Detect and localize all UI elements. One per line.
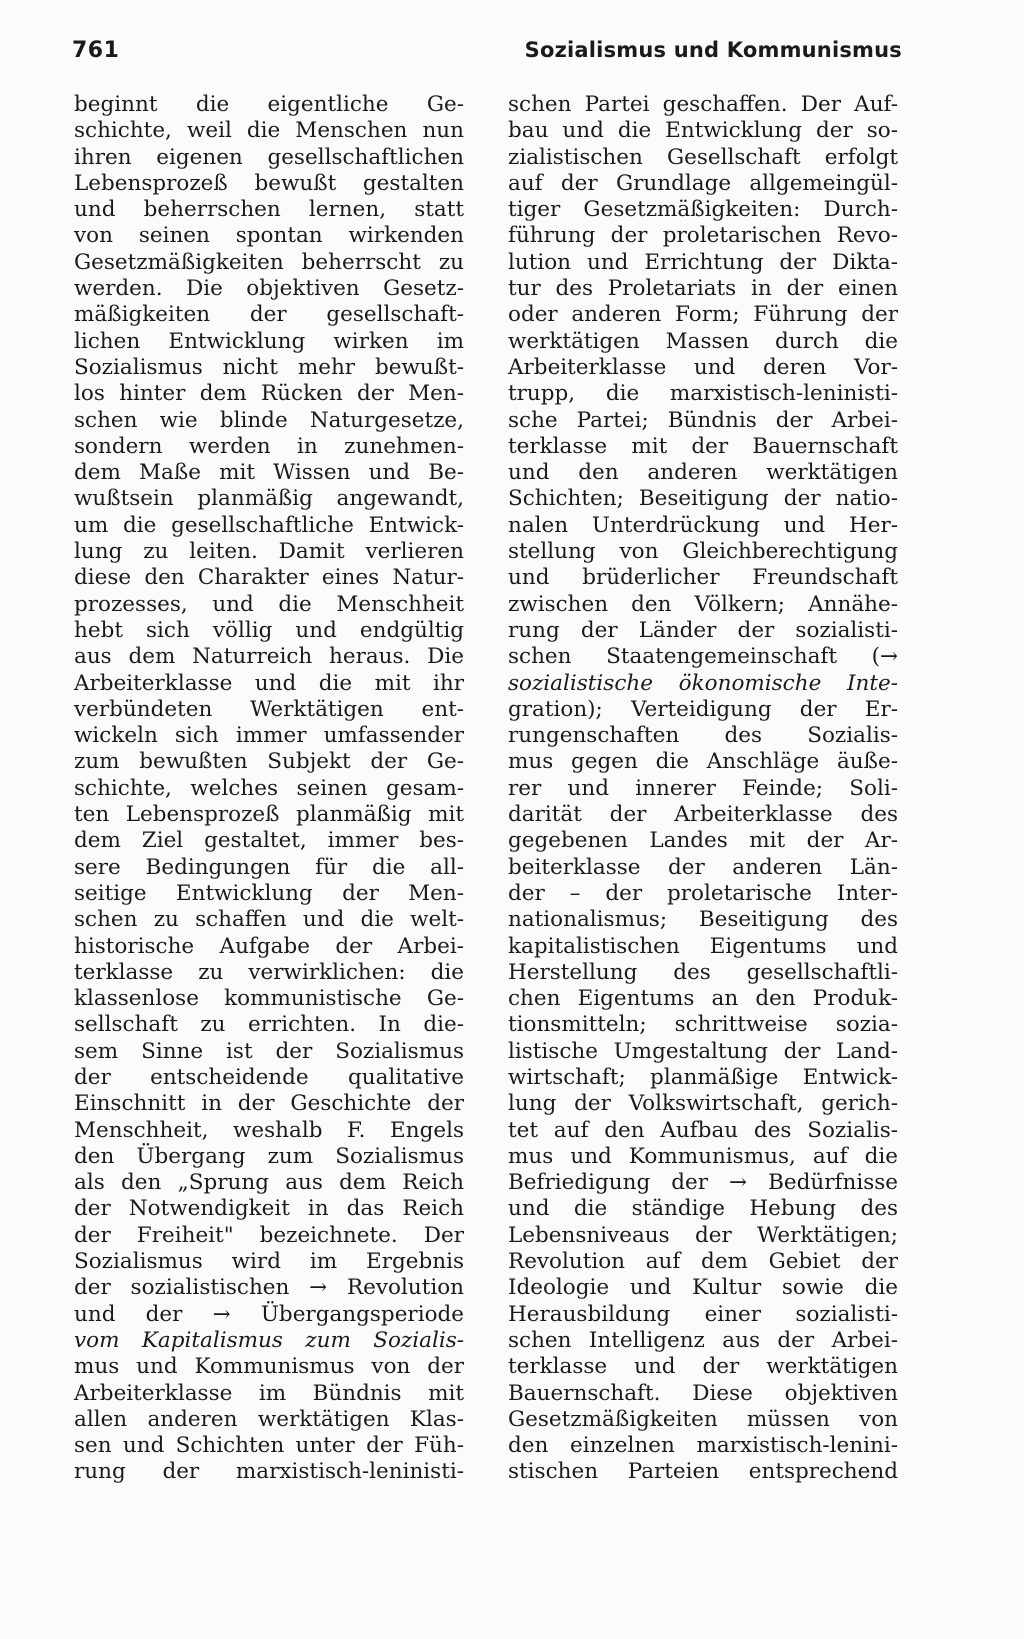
text-line: den Übergang zum Sozialismus: [74, 1143, 464, 1169]
text-line: der entscheidende qualitative: [74, 1064, 464, 1090]
text-line: gegebenen Landes mit der Ar-: [508, 828, 898, 854]
page-number: 761: [72, 38, 120, 63]
text-line: Arbeiterklasse und die mit ihr: [74, 670, 464, 696]
text-line: werden. Die objektiven Gesetz-: [74, 276, 464, 302]
text-line: mus und Kommunismus von der: [74, 1354, 464, 1380]
text-line: auf der Grundlage allgemeingül-: [508, 170, 898, 196]
text-line: den einzelnen marxistisch-lenini-: [508, 1433, 898, 1459]
text-line: lution und Errichtung der Dikta-: [508, 249, 898, 275]
text-line: trupp, die marxistisch-leninisti-: [508, 381, 898, 407]
text-line: wußtsein planmäßig angewandt,: [74, 486, 464, 512]
text-line: mäßigkeiten der gesellschaft-: [74, 302, 464, 328]
text-line: schen Partei geschaffen. Der Auf-: [508, 92, 898, 117]
text-line: Ideologie und Kultur sowie die: [508, 1275, 898, 1301]
text-line: hebt sich völlig und endgültig: [74, 617, 464, 643]
text-line: schen Intelligenz aus der Arbei-: [508, 1327, 898, 1353]
text-line: allen anderen werktätigen Klas-: [74, 1406, 464, 1432]
text-line: rer und innerer Feinde; Soli-: [508, 775, 898, 801]
text-line: los hinter dem Rücken der Men-: [74, 381, 464, 407]
text-line: wickeln sich immer umfassender: [74, 723, 464, 749]
text-line: Revolution auf dem Gebiet der: [508, 1249, 898, 1275]
text-line: sen und Schichten unter der Füh-: [74, 1433, 464, 1459]
text-line: kapitalistischen Eigentums und: [508, 933, 898, 959]
text-line: lichen Entwicklung wirken im: [74, 328, 464, 354]
text-line: terklasse mit der Bauernschaft: [508, 433, 898, 459]
text-line: um die gesellschaftliche Entwick-: [74, 512, 464, 538]
text-line: bau und die Entwicklung der so-: [508, 118, 898, 144]
text-line: sem Sinne ist der Sozialismus: [74, 1038, 464, 1064]
text-line: als den „Sprung aus dem Reich: [74, 1170, 464, 1196]
text-line: und der → Übergangsperiode: [74, 1301, 464, 1327]
text-line: der – der proletarische Inter-: [508, 880, 898, 906]
text-line: dem Maße mit Wissen und Be-: [74, 460, 464, 486]
text-line: sere Bedingungen für die all-: [74, 854, 464, 880]
text-line: nalen Unterdrückung und Her-: [508, 512, 898, 538]
text-line: klassenlose kommunistische Ge-: [74, 986, 464, 1012]
text-line: rungenschaften des Sozialis-: [508, 723, 898, 749]
text-line: seitige Entwicklung der Men-: [74, 880, 464, 906]
text-line: beiterklasse der anderen Län-: [508, 854, 898, 880]
text-line: und beherrschen lernen, statt: [74, 197, 464, 223]
text-line: terklasse zu verwirklichen: die: [74, 959, 464, 985]
text-line: nationalismus; Beseitigung des: [508, 907, 898, 933]
text-line: schichte, weil die Menschen nun: [74, 118, 464, 144]
text-line: schen wie blinde Naturgesetze,: [74, 407, 464, 433]
text-line: Sozialismus wird im Ergebnis: [74, 1249, 464, 1275]
right-text-column: [508, 92, 898, 1486]
text-line: Befriedigung der → Bedürfnisse: [508, 1170, 898, 1196]
text-line: tionsmitteln; schrittweise sozia-: [508, 1012, 898, 1038]
text-line: zwischen den Völkern; Annähe-: [508, 591, 898, 617]
text-line: und den anderen werktätigen: [508, 460, 898, 486]
text-line: Gesetzmäßigkeiten beherrscht zu: [74, 249, 464, 275]
text-line: lung zu leiten. Damit verlieren: [74, 539, 464, 565]
text-line: tet auf den Aufbau des Sozialis-: [508, 1117, 898, 1143]
text-line: Herstellung des gesellschaftli-: [508, 959, 898, 985]
text-line: sellschaft zu errichten. In die-: [74, 1012, 464, 1038]
text-line: Bauernschaft. Diese objektiven: [508, 1380, 898, 1406]
left-text-column: [74, 92, 464, 1486]
text-line: Lebensprozeß bewußt gestalten: [74, 170, 464, 196]
text-line: wirtschaft; planmäßige Entwick-: [508, 1064, 898, 1090]
text-line: dem Ziel gestaltet, immer bes-: [74, 828, 464, 854]
text-line: tur des Proletariats in der einen: [508, 276, 898, 302]
running-head: Sozialismus und Kommunismus: [524, 38, 902, 62]
text-line: stischen Parteien entsprechend: [508, 1459, 898, 1485]
text-line: mus gegen die Anschläge äuße-: [508, 749, 898, 775]
text-line: prozesses, und die Menschheit: [74, 591, 464, 617]
text-line: vom Kapitalismus zum Sozialis-: [74, 1327, 464, 1353]
text-line: Schichten; Beseitigung der natio-: [508, 486, 898, 512]
text-line: schen zu schaffen und die welt-: [74, 907, 464, 933]
text-line: tiger Gesetzmäßigkeiten: Durch-: [508, 197, 898, 223]
text-line: sche Partei; Bündnis der Arbei-: [508, 407, 898, 433]
text-line: rung der marxistisch-leninisti-: [74, 1459, 464, 1485]
text-line: Arbeiterklasse und deren Vor-: [508, 354, 898, 380]
text-line: und die ständige Hebung des: [508, 1196, 898, 1222]
text-line: mus und Kommunismus, auf die: [508, 1143, 898, 1169]
text-line: sozialistische ökonomische Inte-: [508, 670, 898, 696]
text-line: rung der Länder der sozialisti-: [508, 617, 898, 643]
text-line: Gesetzmäßigkeiten müssen von: [508, 1406, 898, 1432]
text-line: verbündeten Werktätigen ent-: [74, 696, 464, 722]
text-line: Einschnitt in der Geschichte der: [74, 1091, 464, 1117]
text-line: Lebensniveaus der Werktätigen;: [508, 1222, 898, 1248]
text-line: Arbeiterklasse im Bündnis mit: [74, 1380, 464, 1406]
text-line: von seinen spontan wirkenden: [74, 223, 464, 249]
text-line: und brüderlicher Freundschaft: [508, 565, 898, 591]
text-line: gration); Verteidigung der Er-: [508, 696, 898, 722]
text-line: sondern werden in zunehmen-: [74, 433, 464, 459]
text-line: terklasse und der werktätigen: [508, 1354, 898, 1380]
text-line: lung der Volkswirtschaft, gerich-: [508, 1091, 898, 1117]
text-line: zialistischen Gesellschaft erfolgt: [508, 144, 898, 170]
text-line: oder anderen Form; Führung der: [508, 302, 898, 328]
text-line: schen Staatengemeinschaft (→: [508, 644, 898, 670]
text-line: werktätigen Massen durch die: [508, 328, 898, 354]
text-line: der sozialistischen → Revolution: [74, 1275, 464, 1301]
text-line: beginnt die eigentliche Ge-: [74, 92, 464, 117]
text-line: darität der Arbeiterklasse des: [508, 802, 898, 828]
text-line: führung der proletarischen Revo-: [508, 223, 898, 249]
text-line: diese den Charakter eines Natur-: [74, 565, 464, 591]
text-line: chen Eigentums an den Produk-: [508, 986, 898, 1012]
text-line: stellung von Gleichberechtigung: [508, 539, 898, 565]
text-line: der Notwendigkeit in das Reich: [74, 1196, 464, 1222]
text-line: Sozialismus nicht mehr bewußt-: [74, 354, 464, 380]
text-line: Herausbildung einer sozialisti-: [508, 1301, 898, 1327]
text-line: listische Umgestaltung der Land-: [508, 1038, 898, 1064]
text-line: historische Aufgabe der Arbei-: [74, 933, 464, 959]
text-line: ihren eigenen gesellschaftlichen: [74, 144, 464, 170]
text-line: zum bewußten Subjekt der Ge-: [74, 749, 464, 775]
text-line: der Freiheit" bezeichnete. Der: [74, 1222, 464, 1248]
text-line: schichte, welches seinen gesam-: [74, 775, 464, 801]
text-line: aus dem Naturreich heraus. Die: [74, 644, 464, 670]
text-line: ten Lebensprozeß planmäßig mit: [74, 802, 464, 828]
text-line: Menschheit, weshalb F. Engels: [74, 1117, 464, 1143]
